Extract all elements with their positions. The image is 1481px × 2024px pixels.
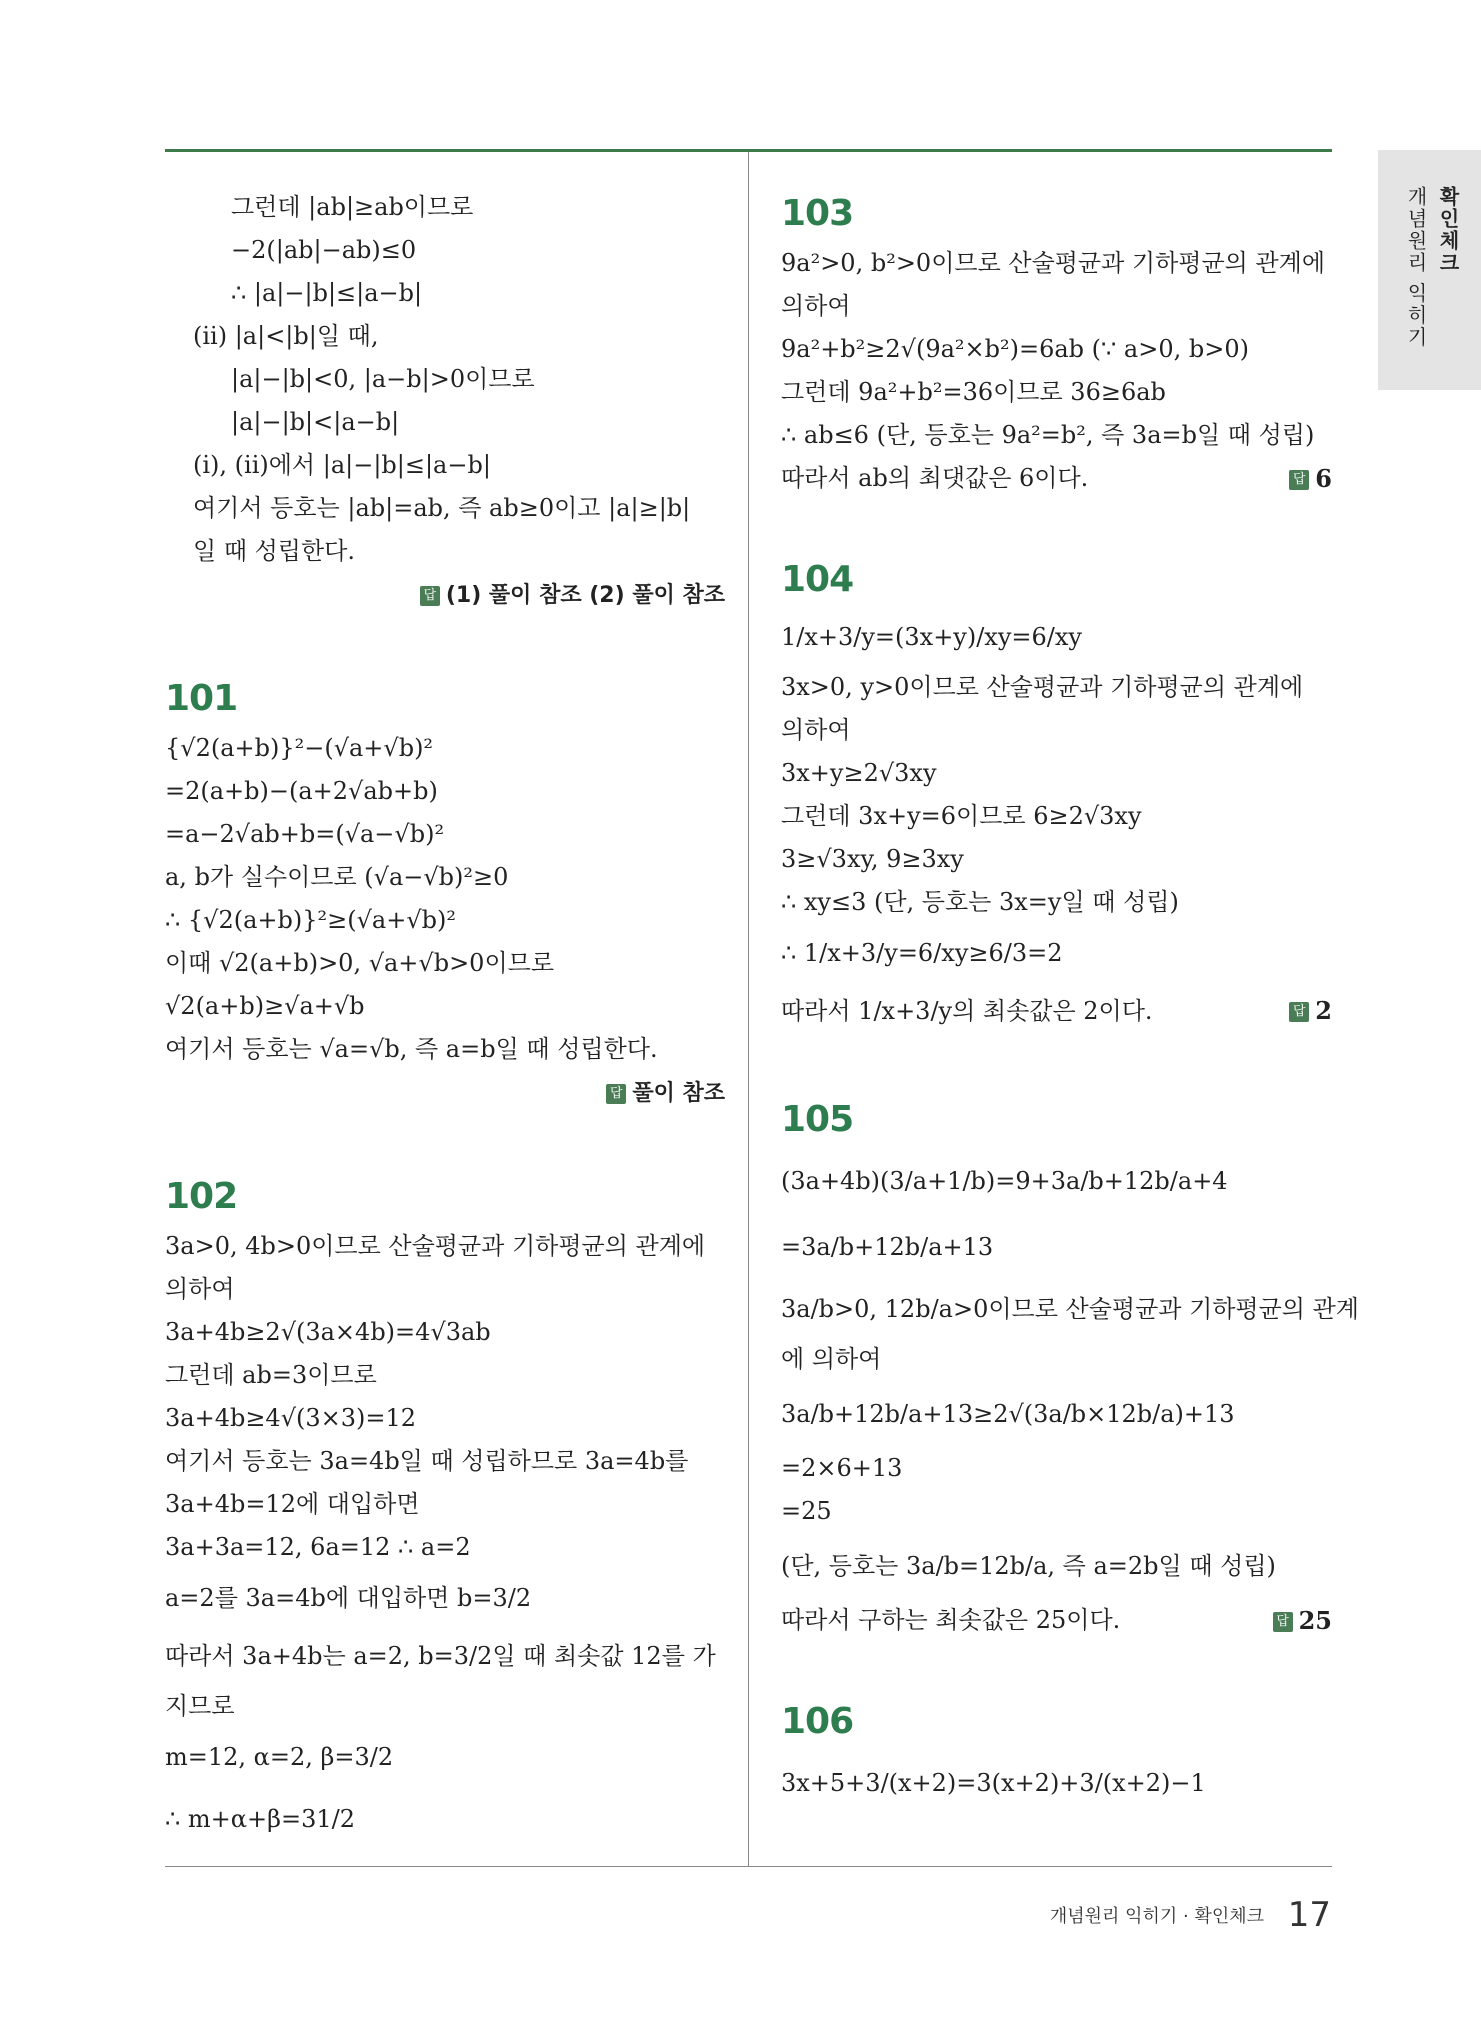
solution-line: 그런데 ab=3이므로 bbox=[165, 1361, 377, 1389]
spacer bbox=[781, 1040, 1332, 1092]
answer-line bbox=[165, 1071, 725, 1117]
solution-line: −2(|ab|−ab)≤0 bbox=[231, 236, 417, 264]
solution-line: 여기서 등호는 3a=4b일 때 성립하므로 3a=4b를 bbox=[165, 1447, 689, 1475]
answer-badge-icon: 답 bbox=[420, 586, 440, 606]
solution-line: (단, 등호는 3a/b=12b/a, 즉 a=2b일 때 성립) bbox=[781, 1552, 1276, 1580]
answer-value: 25 bbox=[1298, 1606, 1332, 1635]
solution-line: ∴ m+α+β=31/2 bbox=[165, 1805, 355, 1833]
solution-line: 3a+4b=12에 대입하면 bbox=[165, 1490, 420, 1518]
solution-line: 1/x+3/y=(3x+y)/xy=6/xy bbox=[781, 623, 1082, 651]
spacer bbox=[781, 500, 1332, 552]
solution-line: ∴ |a|−|b|≤|a−b| bbox=[231, 279, 423, 307]
solution-line: 9a²+b²≥2√(9a²×b²)=6ab (∵ a>0, b>0) bbox=[781, 335, 1249, 363]
solution-line: 9a²>0, b²>0이므로 산술평균과 기하평균의 관계에 bbox=[781, 249, 1326, 277]
side-tab-title: 확인체크 bbox=[1436, 186, 1460, 274]
answer-badge-icon: 답 bbox=[1289, 470, 1309, 490]
problem-number: 102 bbox=[165, 1176, 238, 1217]
solution-line: =a−2√ab+b=(√a−√b)² bbox=[165, 820, 445, 848]
page-number: 17 bbox=[1287, 1895, 1331, 1935]
solution-line: 3a/b+12b/a+13≥2√(3a/b×12b/a)+13 bbox=[781, 1400, 1235, 1428]
solution-line bbox=[781, 457, 1332, 500]
solution-line: a, b가 실수이므로 (√a−√b)²≥0 bbox=[165, 863, 509, 891]
problem-number: 101 bbox=[165, 678, 238, 719]
solution-line: |a|−|b|<0, |a−b|>0이므로 bbox=[231, 365, 535, 393]
solution-line: 의하여 bbox=[165, 1275, 235, 1303]
solution-line: 에 의하여 bbox=[781, 1345, 882, 1373]
bottom-rule bbox=[165, 1866, 1332, 1867]
solution-line: 3a+4b≥4√(3×3)=12 bbox=[165, 1404, 417, 1432]
spacer bbox=[165, 619, 725, 671]
solution-line: 그런데 3x+y=6이므로 6≥2√3xy bbox=[781, 802, 1142, 830]
side-tab bbox=[1378, 150, 1481, 390]
solution-line: 따라서 3a+4b는 a=2, b=3/2일 때 최솟값 12를 가 bbox=[165, 1642, 716, 1670]
solution-line bbox=[781, 982, 1332, 1040]
problem-number: 103 bbox=[781, 193, 854, 234]
page-footer bbox=[1050, 1895, 1331, 1935]
solution-line: 의하여 bbox=[781, 292, 851, 320]
column-divider bbox=[748, 152, 749, 1866]
solution-line: 3≥√3xy, 9≥3xy bbox=[781, 845, 964, 873]
answer-badge-icon: 답 bbox=[1289, 1002, 1309, 1022]
right-column bbox=[781, 186, 1359, 1816]
solution-line: =2×6+13 bbox=[781, 1454, 903, 1482]
solution-line: =3a/b+12b/a+13 bbox=[781, 1233, 994, 1261]
side-tab-subtitle: 개념원리 익히기 bbox=[1404, 186, 1428, 349]
solution-line: |a|−|b|<|a−b| bbox=[231, 408, 400, 436]
solution-line: 그런데 9a²+b²=36이므로 36≥6ab bbox=[781, 378, 1166, 406]
answer-text: (1) 풀이 참조 (2) 풀이 참조 bbox=[445, 583, 725, 608]
solution-line: 여기서 등호는 |ab|=ab, 즉 ab≥0이고 |a|≥|b| bbox=[193, 494, 691, 522]
problem-number: 106 bbox=[781, 1701, 854, 1742]
solution-line: 3x+y≥2√3xy bbox=[781, 759, 937, 787]
line-text: 따라서 구하는 최솟값은 25이다. bbox=[781, 1606, 1121, 1634]
solution-line: ∴ 1/x+3/y=6/xy≥6/3=2 bbox=[781, 939, 1063, 967]
solution-line: 이때 √2(a+b)>0, √a+√b>0이므로 bbox=[165, 949, 555, 977]
solution-line: 그런데 |ab|≥ab이므로 bbox=[231, 193, 474, 221]
problem-number: 104 bbox=[781, 559, 854, 600]
solution-line: 3x>0, y>0이므로 산술평균과 기하평균의 관계에 bbox=[781, 673, 1304, 701]
solution-line: 의하여 bbox=[781, 716, 851, 744]
footer-label: 개념원리 익히기 · 확인체크 bbox=[1049, 1906, 1264, 1927]
solution-line: a=2를 3a=4b에 대입하면 b=3/2 bbox=[165, 1584, 532, 1612]
solution-line: =2(a+b)−(a+2√ab+b) bbox=[165, 777, 438, 805]
line-text: 따라서 1/x+3/y의 최솟값은 2이다. bbox=[781, 997, 1153, 1025]
left-column bbox=[165, 186, 725, 1852]
answer-badge-icon: 답 bbox=[606, 1084, 626, 1104]
solution-line: 일 때 성립한다. bbox=[193, 537, 355, 565]
solution-line: √2(a+b)≥√a+√b bbox=[165, 992, 365, 1020]
solution-line: 3a+4b≥2√(3a×4b)=4√3ab bbox=[165, 1318, 491, 1346]
solution-line: 여기서 등호는 √a=√b, 즉 a=b일 때 성립한다. bbox=[165, 1035, 658, 1063]
solution-line: =25 bbox=[781, 1497, 832, 1525]
solution-line: 3x+5+3/(x+2)=3(x+2)+3/(x+2)−1 bbox=[781, 1769, 1206, 1797]
problem-number: 105 bbox=[781, 1099, 854, 1140]
solution-line bbox=[781, 1599, 1332, 1642]
line-text: 따라서 ab의 최댓값은 6이다. bbox=[781, 464, 1089, 492]
answer-line bbox=[1289, 457, 1332, 501]
spacer bbox=[165, 1117, 725, 1169]
solution-line: 3a>0, 4b>0이므로 산술평균과 기하평균의 관계에 bbox=[165, 1232, 706, 1260]
answer-badge-icon: 답 bbox=[1273, 1612, 1293, 1632]
spacer bbox=[781, 1642, 1332, 1694]
answer-value: 2 bbox=[1315, 996, 1332, 1025]
solution-line: (3a+4b)(3/a+1/b)=9+3a/b+12b/a+4 bbox=[781, 1167, 1228, 1195]
solution-line: ∴ {√2(a+b)}²≥(√a+√b)² bbox=[165, 906, 456, 934]
solution-line: (ii) |a|<|b|일 때, bbox=[193, 322, 379, 350]
answer-text: 풀이 참조 bbox=[632, 1081, 725, 1106]
solution-line: (i), (ii)에서 |a|−|b|≤|a−b| bbox=[193, 451, 491, 479]
solution-line: 3a+3a=12, 6a=12 ∴ a=2 bbox=[165, 1533, 471, 1561]
solution-line: 지므로 bbox=[165, 1692, 235, 1720]
solution-line: 3a/b>0, 12b/a>0이므로 산술평균과 기하평균의 관계 bbox=[781, 1295, 1359, 1323]
answer-value: 6 bbox=[1315, 464, 1332, 493]
solution-line: m=12, α=2, β=3/2 bbox=[165, 1743, 394, 1771]
solution-line: ∴ xy≤3 (단, 등호는 3x=y일 때 성립) bbox=[781, 888, 1179, 916]
solution-line: ∴ ab≤6 (단, 등호는 9a²=b², 즉 3a=b일 때 성립) bbox=[781, 421, 1315, 449]
answer-line bbox=[1289, 982, 1332, 1040]
answer-line bbox=[165, 573, 725, 619]
answer-line bbox=[1273, 1599, 1332, 1643]
solution-line: {√2(a+b)}²−(√a+√b)² bbox=[165, 734, 434, 762]
